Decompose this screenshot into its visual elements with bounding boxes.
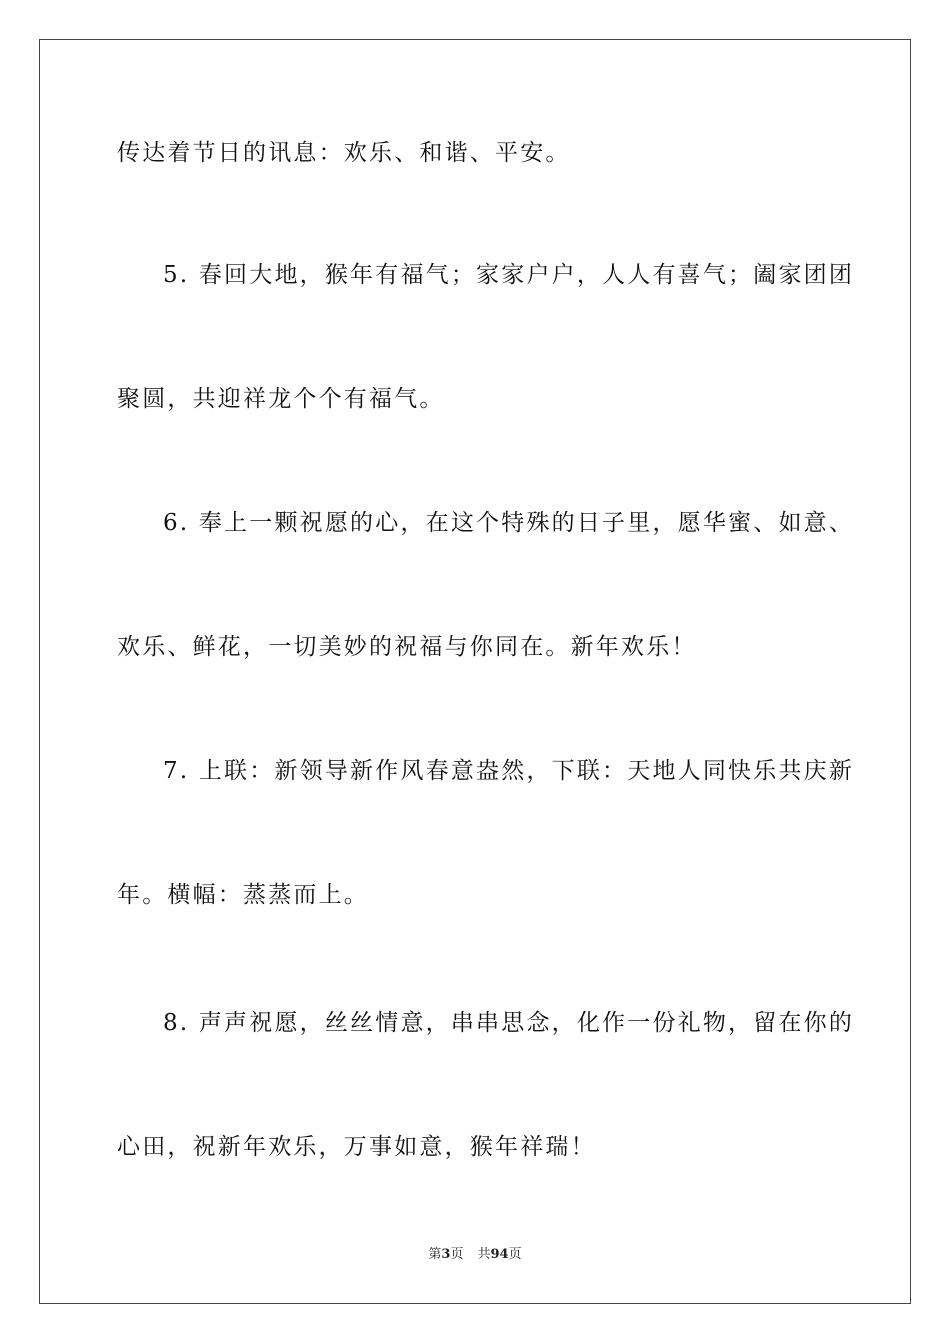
page-suffix: 页 — [450, 1247, 464, 1262]
current-page-number: 3 — [441, 1247, 451, 1262]
item-6-line-2: 欢乐、鲜花，一切美妙的祝福与你同在。新年欢乐！ — [117, 634, 697, 660]
page-footer — [0, 1246, 950, 1264]
page-prefix: 第 — [428, 1247, 442, 1262]
total-pages-number: 94 — [490, 1247, 509, 1262]
item-8-line-2: 心田，祝新年欢乐，万事如意，猴年祥瑞！ — [117, 1134, 596, 1160]
item-7-line-1: 7. 上联：新领导新作风春意盎然，下联：天地人同快乐共庆新 — [163, 758, 855, 784]
item-5-line-2: 聚圆，共迎祥龙个个有福气。 — [117, 386, 445, 412]
item-7-line-2: 年。横幅：蒸蒸而上。 — [117, 882, 369, 908]
item-8-line-1: 8. 声声祝愿，丝丝情意，串串思念，化作一份礼物，留在你的 — [163, 1010, 855, 1036]
text-line-1: 传达着节日的讯息：欢乐、和谐、平安。 — [117, 140, 571, 166]
item-6-line-1: 6. 奉上一颗祝愿的心，在这个特殊的日子里，愿华蜜、如意、 — [163, 510, 855, 536]
total-suffix: 页 — [508, 1247, 522, 1262]
item-5-line-1: 5. 春回大地，猴年有福气；家家户户，人人有喜气；阖家团团 — [163, 262, 855, 288]
total-prefix: 共 — [477, 1247, 491, 1262]
page-frame — [39, 39, 911, 1304]
